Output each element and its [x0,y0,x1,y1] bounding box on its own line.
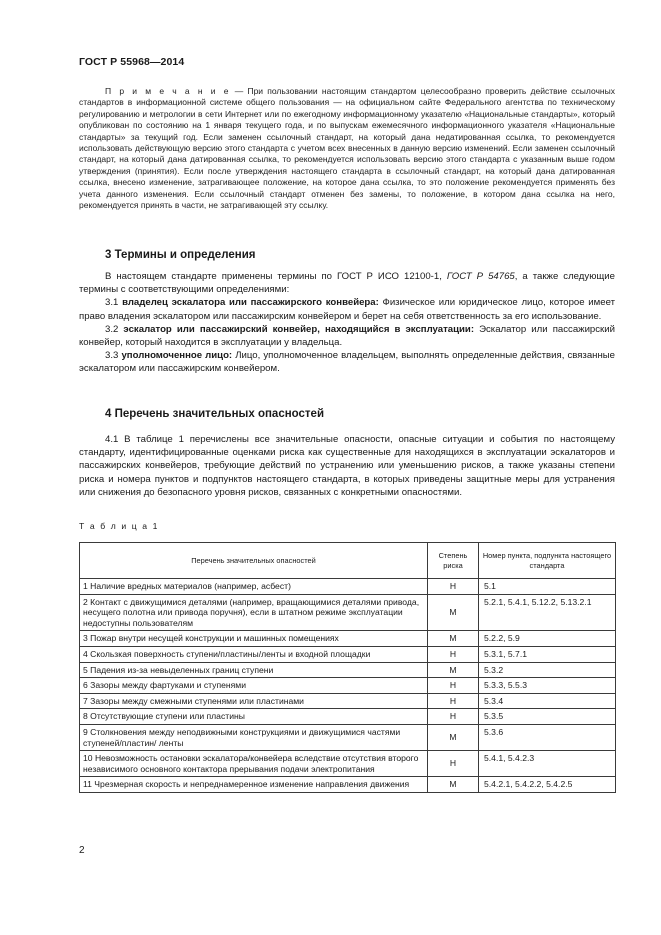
term-definition: Физическое или юридическое лицо, которое имеет право владения эскалатором или пассажирским конвейером и берет на себя ответственность за его использование. [79,297,615,322]
clause-refs-cell: 5.4.1, 5.4.2.3 [479,751,616,777]
clause-refs-cell: 5.3.3, 5.5.3 [479,678,616,694]
clause-refs-cell: 5.2.2, 5.9 [479,631,616,647]
section-3-heading: 3 Термины и определения [105,249,256,261]
table-row [80,709,616,725]
intro-reference: ГОСТ Р 54765 [446,271,515,282]
clause-refs-cell: 5.1 [479,579,616,595]
hazard-cell: 7 Зазоры между смежными ступенями или пластинами [80,693,428,709]
hazard-cell: 1 Наличие вредных материалов (например, асбест) [80,579,428,595]
reference-note [79,86,615,211]
risk-level-cell: Н [428,709,479,725]
risk-level-cell: Н [428,693,479,709]
table-row [80,662,616,678]
hazard-cell: 3 Пожар внутри несущей конструкции и машинных помещениях [80,631,428,647]
hazard-cell: 5 Падения из-за невыделенных границ ступени [80,662,428,678]
term-number: 3.3 [105,350,122,362]
term-name: эскалатор или пассажирский конвейер, находящийся в эксплуатации: [123,323,475,335]
table-row [80,724,616,750]
risk-level-cell: М [428,777,479,793]
hazard-cell: 9 Столкновения между неподвижными конструкциями и движущимися частями ступеней/пластин/ ленты [80,724,428,750]
clause-refs-cell: 5.2.1, 5.4.1, 5.12.2, 5.13.2.1 [479,594,616,631]
header-clause-numbers: Номер пункта, подпункта настоящего стандарта [479,543,616,579]
section-3-intro [79,270,615,296]
table-row [80,646,616,662]
header-risk-level: Степень риска [428,543,479,579]
risk-level-cell: М [428,594,479,631]
term-3-2 [79,323,615,349]
section-4-heading: 4 Перечень значительных опасностей [105,408,325,420]
clause-refs-cell: 5.3.6 [479,724,616,750]
table-row [80,693,616,709]
section-4-paragraph: 4.1 В таблице 1 перечислены все значительные опасности, опасные ситуации и события по настоящему стандарту, идентифицированные оценками риска как существенные для находящихся в эксплуатации эскалаторов и пассажирских конвейеров, требующие действий по устранению или уменьшению рисков, а также указаны степени риска и номера пунктов и подпунктов настоящего стандарта, в которых приведены защитные меры для устранения или снижения до безопасного уровня рисков, связанных с конкретными опасностями. [79,434,615,498]
note-label: П р и м е ч а н и е [105,86,231,96]
hazard-cell: 4 Скользкая поверхность ступени/пластины/ленты и входной площадки [80,646,428,662]
document-code-header: ГОСТ Р 55968—2014 [79,56,185,68]
term-number: 3.1 [105,297,123,309]
table-row [80,579,616,595]
hazard-cell: 6 Зазоры между фартуками и ступенями [80,678,428,694]
clause-refs-cell: 5.3.4 [479,693,616,709]
table-row [80,777,616,793]
hazards-table [79,542,616,793]
hazard-cell: 8 Отсутствующие ступени или пластины [80,709,428,725]
table-row [80,678,616,694]
hazard-cell: 2 Контакт с движущимися деталями (например, вращающимися деталями привода, несущего полотна или привода поручня), если в штатном режиме эксплуатации недоступны пользователям [80,594,428,631]
hazard-cell: 11 Чрезмерная скорость и непреднамеренное изменение направления движения [80,777,428,793]
table-caption: Т а б л и ц а 1 [79,521,159,531]
term-name: уполномоченное лицо: [121,350,233,362]
clause-refs-cell: 5.3.2 [479,662,616,678]
risk-level-cell: Н [428,579,479,595]
clause-refs-cell: 5.3.5 [479,709,616,725]
note-text: — При пользовании настоящим стандартом целесообразно проверить действие ссылочных стандартов в информационной системе общего пользования — на официальном сайте Федерального агентства по техническому регулированию и метрологии в сети Интернет или по ежегодному информационному указателю «Национальные стандарты», который опубликован по состоянию на 1 января текущего года, и по выпускам ежемесячного информационного указателя «Национальные стандарты» за текущий год. Если заменен ссылочный стандарт, на который дана недатированная ссылка, то рекомендуется использовать действующую версию этого стандарта с учетом всех внесенных в данную версию изменений. Если заменен ссылочный стандарт, на который дана датированная ссылка, то рекомендуется использовать версию этого стандарта с указанным выше годом утверждения (принятия). Если после утверждения настоящего стандарта в ссылочный стандарт, на который дана датированная ссылка, внесено изменение, затрагивающее положение, на которое дана ссылка, то это положение рекомендуется применять без учета данного изменения. Если ссылочный стандарт отменен без замены, то положение, в котором дана ссылка на него, рекомендуется принять в части, не затрагивающей эту ссылку. [79,86,615,211]
term-3-3 [79,349,615,375]
risk-level-cell: Н [428,646,479,662]
risk-level-cell: Н [428,751,479,777]
table-row [80,751,616,777]
term-definition: Лицо, уполномоченное владельцем, выполнять определенные действия, связанные эскалатором или пассажирским конвейером. [79,350,615,375]
section-3-body [79,270,615,376]
risk-level-cell: Н [428,678,479,694]
table-row [80,631,616,647]
term-definition: Эскалатор или пассажирский конвейер, который находится в эксплуатации у владельца. [79,323,615,349]
intro-text-b: , а также следующие термины с соответствующими определениями: [79,271,615,296]
intro-text-a: В настоящем стандарте применены термины по ГОСТ Р ИСО 12100-1, [105,271,447,282]
table-header-row [80,543,616,579]
hazard-cell: 10 Невозможность остановки эскалатора/конвейера вследствие отсутствия второго независимого основного контактора прерывания подачи электропитания [80,751,428,777]
clause-refs-cell: 5.3.1, 5.7.1 [479,646,616,662]
risk-level-cell: М [428,631,479,647]
header-hazards: Перечень значительных опасностей [80,543,428,579]
term-3-1 [79,296,615,322]
term-number: 3.2 [105,323,124,335]
term-name: владелец эскалатора или пассажирского конвейера: [122,297,379,309]
table-row [80,594,616,631]
page-number: 2 [79,845,85,856]
risk-level-cell: М [428,724,479,750]
clause-refs-cell: 5.4.2.1, 5.4.2.2, 5.4.2.5 [479,777,616,793]
risk-level-cell: М [428,662,479,678]
